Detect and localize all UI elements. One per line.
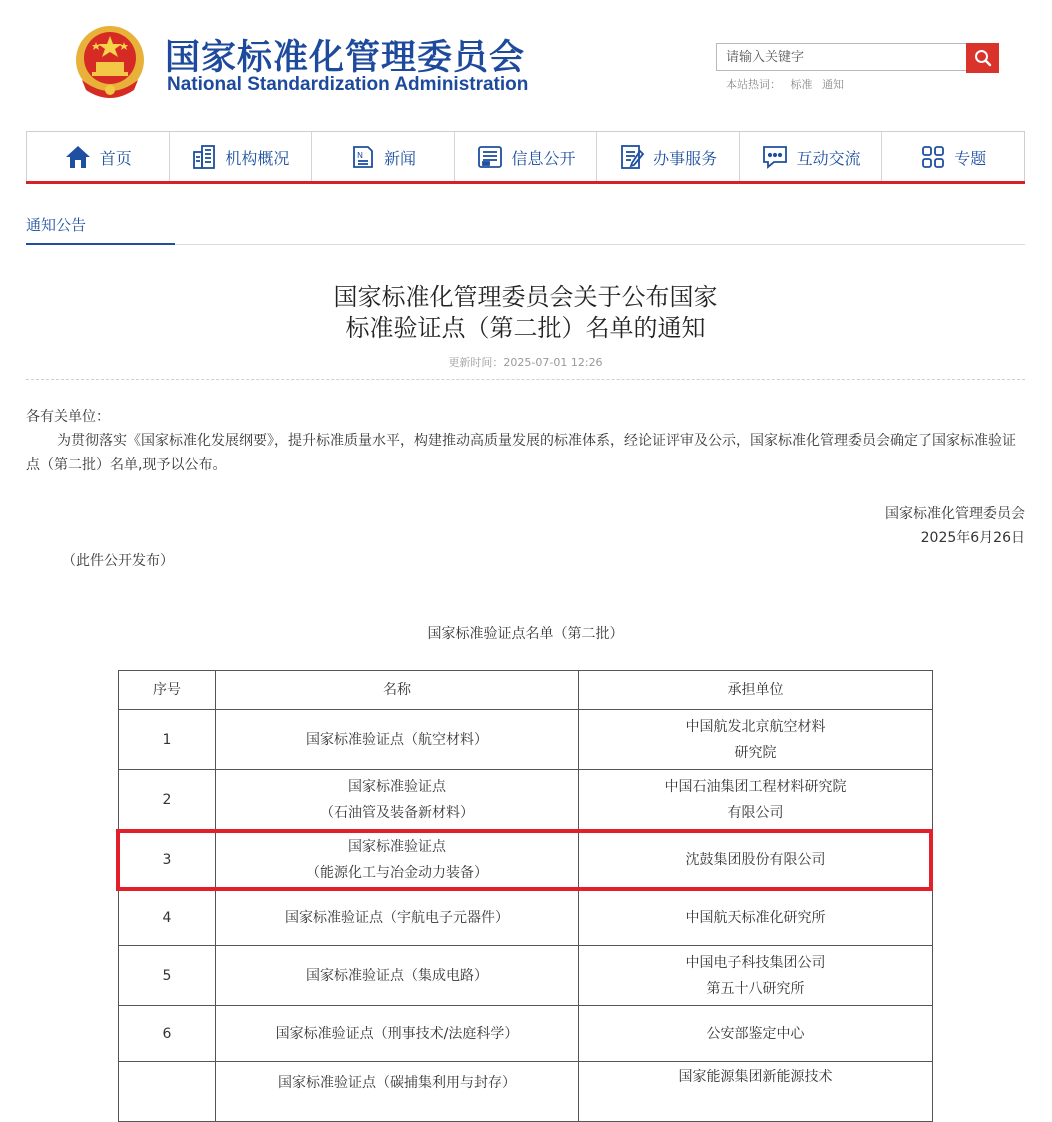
- publication-note: （此件公开发布）: [62, 553, 174, 569]
- row-name-line: 国家标准验证点（集成电路）: [306, 967, 488, 984]
- row-org-line: 有限公司: [727, 804, 784, 821]
- site-title-en: National Standardization Administration: [167, 74, 529, 95]
- hot-word-link[interactable]: 通知: [822, 78, 844, 91]
- row-no: 2: [119, 770, 216, 830]
- building-icon: [191, 144, 217, 170]
- verification-points-table: [118, 670, 933, 1122]
- article-paragraph: 为贯彻落实《国家标准化发展纲要》，提升标准质量水平，构建推动高质量发展的标准体系，经论证评审及公示，国家标准化管理委员会确定了国家标准验证点（第二批）名单,现予以公布。: [26, 433, 1016, 473]
- row-org-line: 第五十八研究所: [706, 980, 805, 997]
- row-org: [579, 946, 933, 1006]
- row-no: 3: [119, 830, 216, 890]
- table-row: [119, 946, 933, 1006]
- table-title: 国家标准验证点名单（第二批）: [427, 626, 624, 642]
- table-header-row: [119, 671, 933, 710]
- row-org: [579, 1006, 933, 1062]
- info-icon: [476, 144, 504, 170]
- row-no: [119, 1062, 216, 1122]
- row-org-line: 中国石油集团工程材料研究院: [664, 778, 847, 795]
- row-org-line: 中国电子科技集团公司: [685, 954, 826, 971]
- signature-date: 2025年6月26日: [920, 530, 1025, 546]
- row-org-line: 公安部鉴定中心: [706, 1025, 805, 1042]
- row-org: [579, 890, 933, 946]
- section-active-indicator: [26, 243, 175, 245]
- chat-icon: [761, 143, 789, 171]
- article-greeting: 各有关单位：: [26, 409, 110, 425]
- hot-words-label: 本站热词：: [726, 78, 781, 91]
- row-name-line: 国家标准验证点（刑事技术/法庭科学）: [275, 1025, 519, 1042]
- row-org: [579, 1062, 933, 1122]
- row-name-line: （石油管及装备新材料）: [320, 804, 474, 821]
- article-title-line1: 国家标准化管理委员会关于公布国家: [333, 283, 718, 311]
- nav-item-home[interactable]: [27, 132, 170, 182]
- row-name-line: 国家标准验证点（碳捕集利用与封存）: [278, 1075, 516, 1091]
- nav-item-interaction[interactable]: [740, 132, 883, 182]
- header-name: 名称: [216, 671, 579, 710]
- national-emblem-logo[interactable]: [72, 22, 148, 100]
- nav-item-about[interactable]: [170, 132, 313, 182]
- hot-words: [726, 76, 850, 92]
- row-org-line: 研究院: [734, 744, 777, 761]
- nav-item-news[interactable]: [312, 132, 455, 182]
- row-name-line: 国家标准验证点: [348, 838, 446, 855]
- section-divider: [26, 244, 1025, 245]
- update-time: 更新时间：2025-07-01 12:26: [448, 356, 603, 369]
- header-no: 序号: [119, 671, 216, 710]
- search-input[interactable]: [716, 43, 966, 71]
- search-box: [716, 43, 999, 73]
- row-no: 6: [119, 1006, 216, 1062]
- service-icon: [619, 143, 645, 171]
- header-org: 承担单位: [579, 671, 933, 710]
- nav-label: 专题: [954, 148, 987, 168]
- row-no: 4: [119, 890, 216, 946]
- row-name: [216, 770, 579, 830]
- row-no: 1: [119, 710, 216, 770]
- row-name: [216, 890, 579, 946]
- search-icon: [974, 49, 992, 67]
- row-org: [579, 770, 933, 830]
- article-title-line2: 标准验证点（第二批）名单的通知: [345, 314, 706, 342]
- nav-label: 办事服务: [653, 148, 718, 168]
- row-org-line: 中国航天标准化研究所: [685, 909, 826, 926]
- hot-word-link[interactable]: 标准: [790, 78, 813, 91]
- table-row: [119, 710, 933, 770]
- section-tab-notices[interactable]: 通知公告: [26, 216, 87, 234]
- row-org-line: 中国航发北京航空材料: [685, 718, 826, 735]
- news-icon: [350, 144, 376, 170]
- row-org-line: 国家能源集团新能源技术: [678, 1069, 833, 1085]
- article-title: [26, 282, 1025, 344]
- signature-org: 国家标准化管理委员会: [885, 506, 1025, 522]
- home-icon: [64, 144, 92, 170]
- table-row: [119, 1062, 933, 1122]
- nav-label: 机构概况: [225, 148, 290, 168]
- row-no: 5: [119, 946, 216, 1006]
- svg-text:N: N: [356, 151, 363, 160]
- row-name: [216, 1062, 579, 1122]
- grid-icon: [920, 144, 946, 170]
- row-name: [216, 710, 579, 770]
- table-row: [119, 1006, 933, 1062]
- table-row: [119, 890, 933, 946]
- table-row: [119, 770, 933, 830]
- row-name-line: （能源化工与冶金动力装备）: [306, 864, 488, 881]
- article-divider: [26, 379, 1025, 380]
- site-title-cn: 国家标准化管理委员会: [165, 38, 526, 78]
- nav-item-info[interactable]: [455, 132, 598, 182]
- row-name: [216, 946, 579, 1006]
- main-nav: [26, 131, 1025, 182]
- nav-label: 互动交流: [796, 148, 861, 168]
- nav-item-topics[interactable]: [882, 132, 1024, 182]
- row-org: [579, 710, 933, 770]
- nav-label: 首页: [99, 148, 132, 168]
- nav-item-service[interactable]: [597, 132, 740, 182]
- row-name-line: 国家标准验证点: [348, 778, 446, 795]
- nav-label: 信息公开: [511, 148, 576, 168]
- row-name-line: 国家标准验证点（航空材料）: [306, 731, 488, 748]
- row-name: [216, 1006, 579, 1062]
- row-org-line: 沈鼓集团股份有限公司: [685, 851, 826, 868]
- nav-label: 新闻: [383, 148, 416, 168]
- row-name-line: 国家标准验证点（宇航电子元器件）: [285, 909, 509, 926]
- nav-underline: [26, 181, 1025, 184]
- row-highlight-box: [116, 829, 933, 891]
- search-button[interactable]: [966, 43, 999, 73]
